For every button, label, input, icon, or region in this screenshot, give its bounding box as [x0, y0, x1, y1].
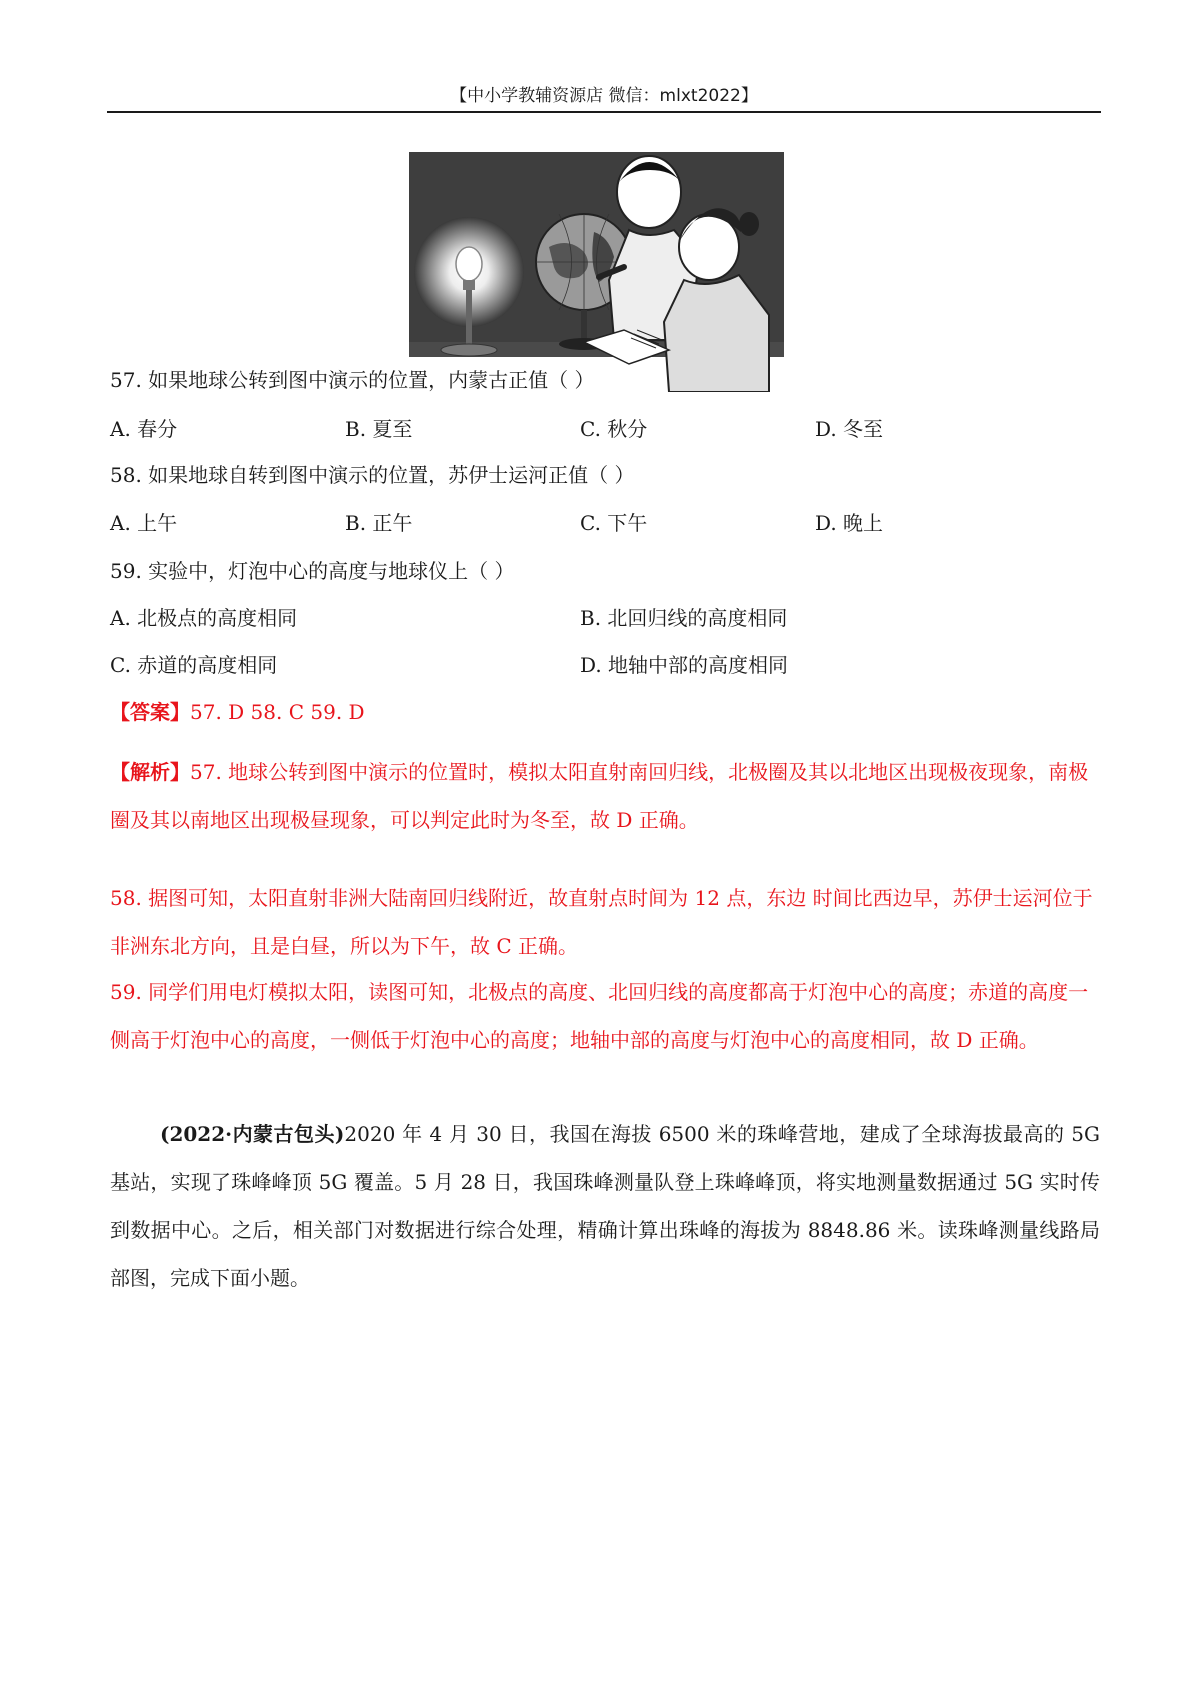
page-header: 【中小学教辅资源店 微信：mlxt2022】: [450, 86, 758, 106]
q57-option-c: C. 秋分: [580, 417, 648, 441]
question-58-stem: 58. 如果地球自转到图中演示的位置，苏伊士运河正值（ ）: [110, 463, 635, 487]
q57-option-a: A. 春分: [110, 417, 178, 441]
question-59-stem: 59. 实验中，灯泡中心的高度与地球仪上（ ）: [110, 559, 515, 583]
q58-option-a: A. 上午: [110, 511, 178, 535]
analysis-58: 58. 据图可知，太阳直射非洲大陆南回归线附近，故直射点时间为 12 点，东边 时间比西边早，苏伊士运河位于非洲东北方向，且是白昼，所以为下午，故 C 正确。: [110, 886, 1093, 958]
answer-text: 57. D 58. C 59. D: [190, 700, 365, 724]
q59-option-d: D. 地轴中部的高度相同: [580, 653, 789, 677]
analysis-57: [110, 748, 1100, 844]
passage-text: 2020 年 4 月 30 日，我国在海拔 6500 米的珠峰营地，建成了全球海拔最高的 5G 基站，实现了珠峰峰顶 5G 覆盖。5 月 28 日，我国珠峰测量队登上珠峰峰顶，将实地测量数据通过 5G 实时传到数据中心。之后，相关部门对数据进行综合处理，精确计算出珠峰的海拔为 8848.86 米。读珠峰测量线路局部图，完成下面小题。: [110, 1122, 1100, 1290]
q58-option-d: D. 晚上: [815, 511, 884, 535]
q58-option-c: C. 下午: [580, 511, 648, 535]
passage-source: (2022·内蒙古包头): [160, 1122, 345, 1146]
header-divider: [107, 111, 1101, 113]
q58-option-b: B. 正午: [345, 511, 413, 535]
answer-label: 【答案】: [110, 700, 190, 724]
q57-option-d: D. 冬至: [815, 417, 884, 441]
q59-option-a: A. 北极点的高度相同: [110, 606, 298, 630]
globe-demo-picture: [409, 152, 784, 392]
analysis-57-text: 57. 地球公转到图中演示的位置时，模拟太阳直射南回归线，北极圈及其以北地区出现极夜现象，南极圈及其以南地区出现极昼现象，可以判定此时为冬至，故 D 正确。: [110, 760, 1089, 832]
q57-option-b: B. 夏至: [345, 417, 413, 441]
answer-line: [110, 698, 365, 726]
q59-option-c: C. 赤道的高度相同: [110, 653, 278, 677]
lamp-globe-illustration: [409, 152, 784, 392]
analysis-59: 59. 同学们用电灯模拟太阳，读图可知，北极点的高度、北回归线的高度都高于灯泡中心的高度；赤道的高度一侧高于灯泡中心的高度，一侧低于灯泡中心的高度；地轴中部的高度与灯泡中心的高度相同，故 D 正确。: [110, 980, 1089, 1052]
passage-paragraph: [110, 1110, 1100, 1302]
analysis-label: 【解析】: [110, 760, 190, 784]
q59-option-b: B. 北回归线的高度相同: [580, 606, 788, 630]
question-57-stem: 57. 如果地球公转到图中演示的位置，内蒙古正值（ ）: [110, 368, 595, 392]
